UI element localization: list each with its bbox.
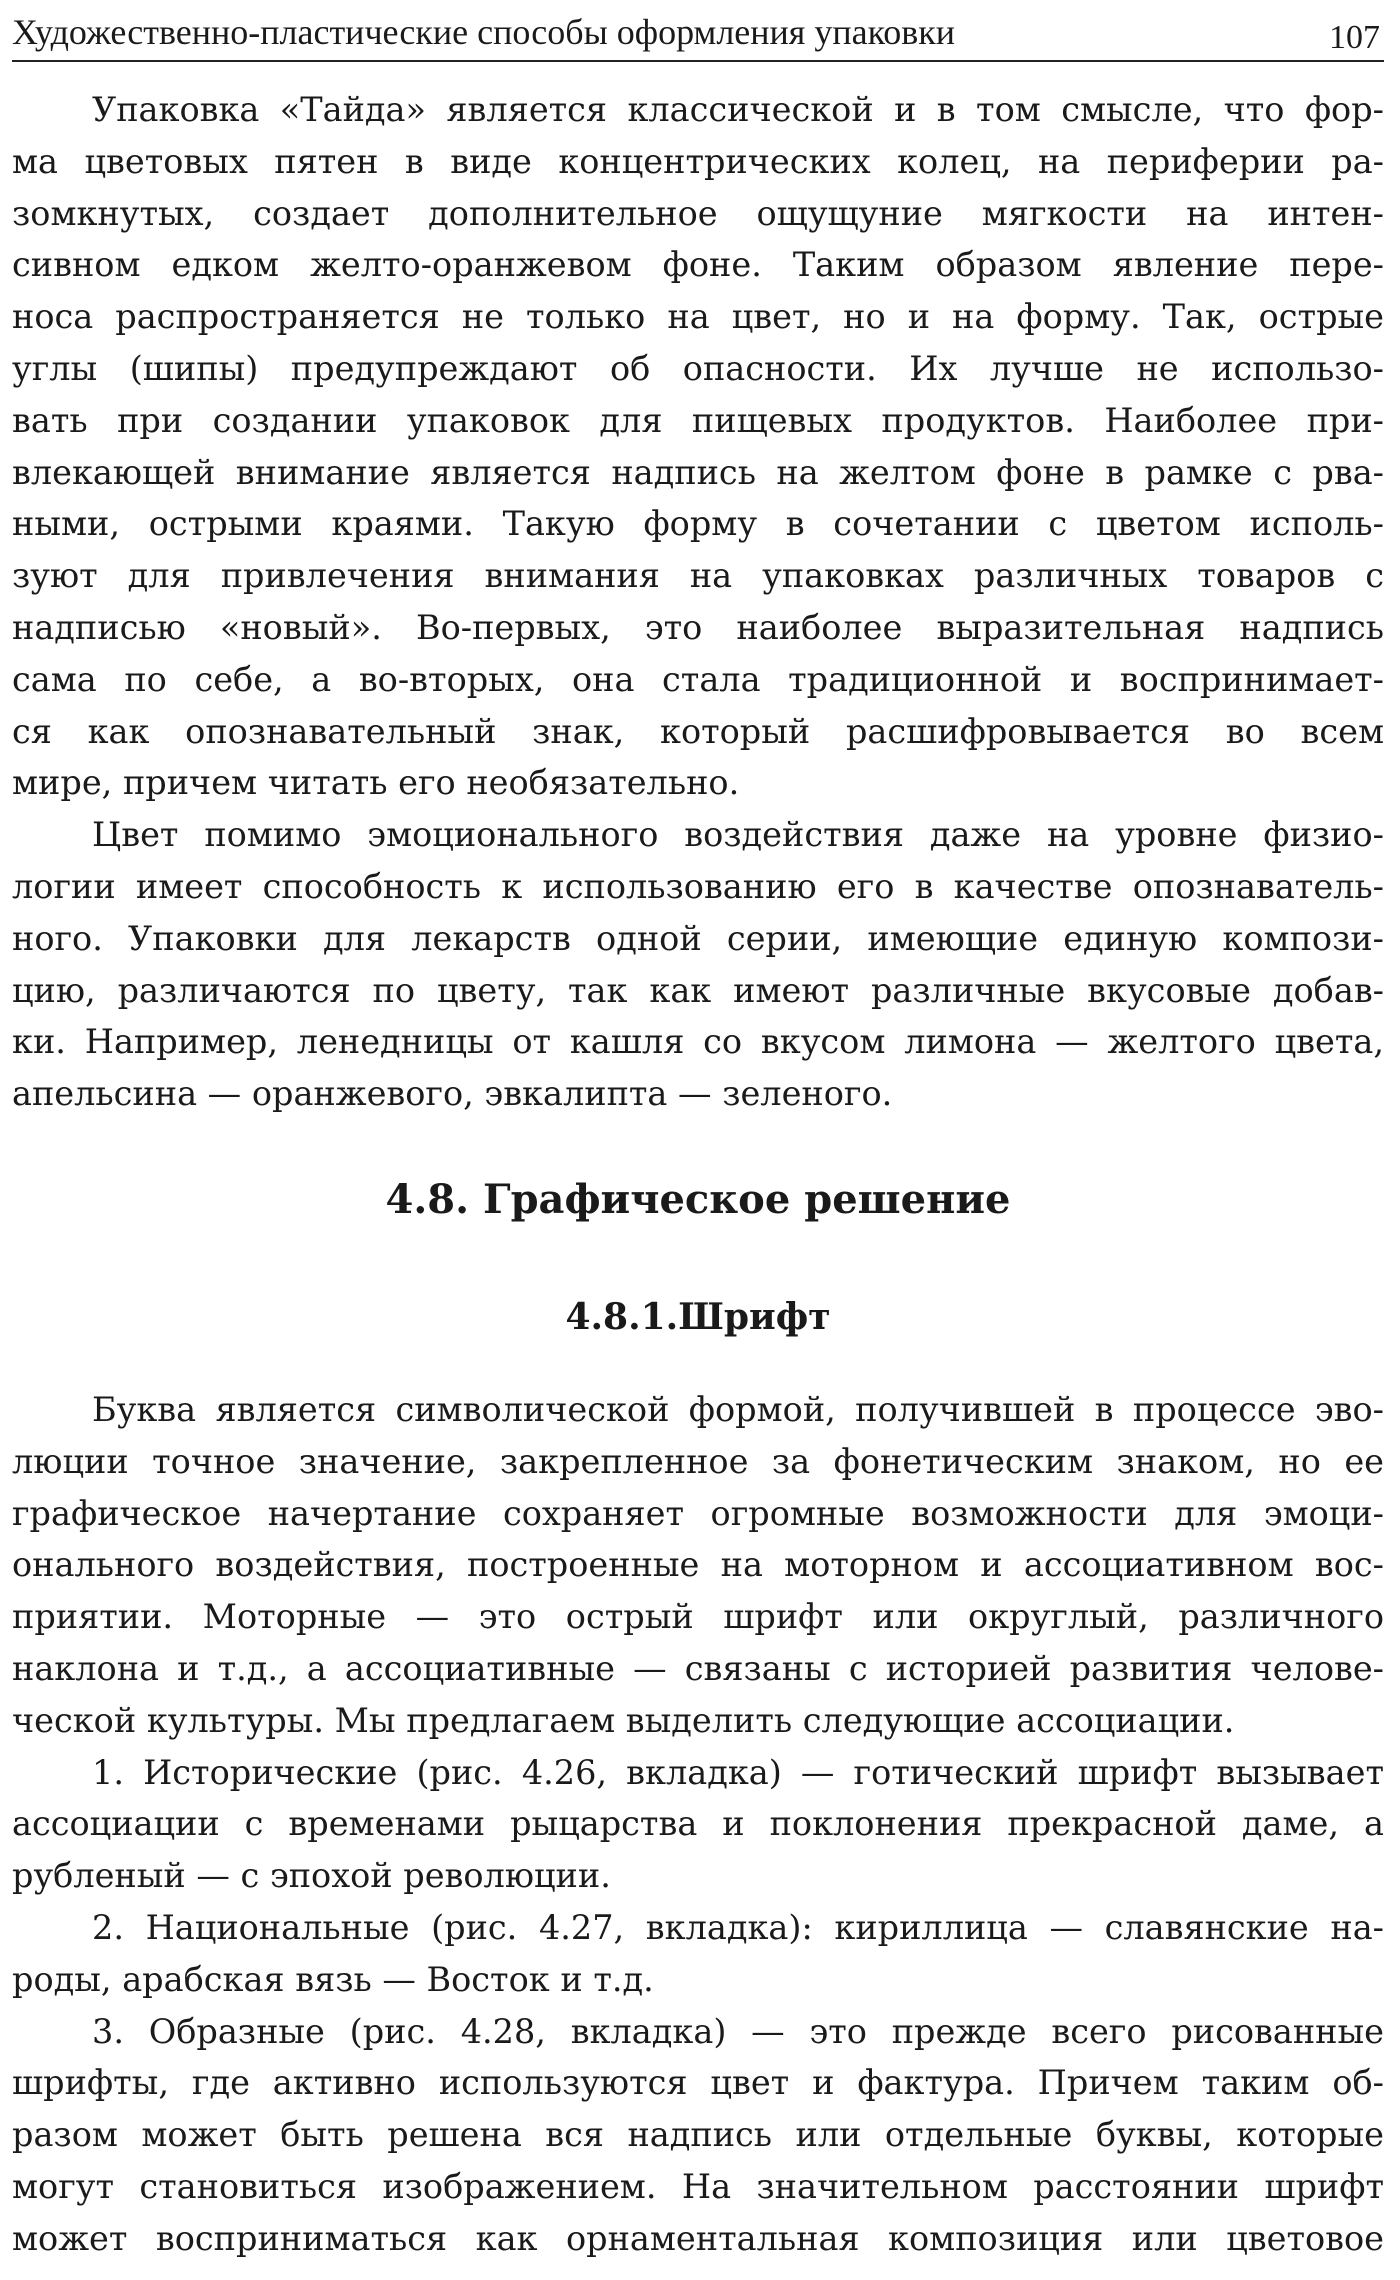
running-header bbox=[12, 10, 1384, 62]
text-line: цию, различаются по цвету, так как имеют различные вкусовые добав- bbox=[12, 970, 1384, 1010]
text-line: мире, причем читать его необязательно. bbox=[12, 763, 740, 803]
text-line: апельсина — оранжевого, эвкалипта — зеленого. bbox=[12, 1074, 893, 1114]
section-heading: 4.8. Графическое решение bbox=[385, 1176, 1011, 1223]
text-block-packaging-color bbox=[12, 84, 1384, 1120]
text-line: 3. Образные (рис. 4.28, вкладка) — это прежде всего рисованные bbox=[92, 2011, 1384, 2051]
text-line: наклона и т.д., а ассоциативные — связаны с историей развития челове- bbox=[12, 1648, 1384, 1688]
text-line: могут становиться изображением. На значительном расстоянии шрифт bbox=[12, 2166, 1384, 2206]
text-line: ки. Например, ленедницы от кашля со вкусом лимона — желтого цвета, bbox=[12, 1022, 1384, 1062]
text-line: ассоциации с временами рыцарства и поклонения прекрасной даме, а bbox=[12, 1804, 1384, 1844]
text-line: зомкнутых, создает дополнительное ощущуние мягкости на интен- bbox=[12, 193, 1384, 233]
text-line: зуют для привлечения внимания на упаковках различных товаров с bbox=[12, 556, 1384, 596]
text-line: графическое начертание сохраняет огромные возможности для эмоци- bbox=[12, 1493, 1384, 1533]
text-block-typeface bbox=[12, 1384, 1384, 2265]
text-line: приятии. Моторные — это острый шрифт или округлый, различного bbox=[12, 1597, 1384, 1637]
text-line: 2. Национальные (рис. 4.27, вкладка): кириллица — славянские на- bbox=[92, 1907, 1384, 1947]
book-page bbox=[12, 0, 1384, 2280]
text-line: Цвет помимо эмоционального воздействия даже на уровне физио- bbox=[92, 815, 1384, 855]
text-line: ческой культуры. Мы предлагаем выделить следующие ассоциации. bbox=[12, 1700, 1235, 1740]
text-line: Упаковка «Тайда» является классической и в том смысле, что фор- bbox=[92, 90, 1384, 129]
text-line: ного. Упаковки для лекарств одной серии, имеющие единую компози- bbox=[12, 918, 1384, 958]
text-line: сивном едком желто-оранжевом фоне. Таким образом явление пере- bbox=[12, 245, 1384, 285]
text-line: ся как опознавательный знак, который расшифровывается во всем bbox=[12, 711, 1384, 751]
text-line: ными, острыми краями. Такую форму в сочетании с цветом исполь- bbox=[12, 504, 1384, 544]
text-line: может восприниматься как орнаментальная композиция или цветовое bbox=[12, 2218, 1384, 2258]
text-line: люции точное значение, закрепленное за фонетическим знаком, но ее bbox=[12, 1441, 1384, 1481]
text-line: сама по себе, а во-вторых, она стала традиционной и воспринимает- bbox=[12, 659, 1384, 699]
text-line: углы (шипы) предупреждают об опасности. Их лучше не использо- bbox=[12, 348, 1384, 388]
text-line: Буква является символической формой, получившей в процессе эво- bbox=[92, 1390, 1384, 1429]
text-line: роды, арабская вязь — Восток и т.д. bbox=[12, 1959, 654, 1999]
text-line: ма цветовых пятен в виде концентрических колец, на периферии ра- bbox=[12, 141, 1384, 181]
text-line: надписью «новый». Во-первых, это наиболее выразительная надпись bbox=[12, 607, 1384, 647]
text-line: 1. Исторические (рис. 4.26, вкладка) — готический шрифт вызывает bbox=[92, 1752, 1384, 1792]
text-line: вать при создании упаковок для пищевых продуктов. Наиболее при- bbox=[12, 400, 1384, 440]
text-line: онального воздействия, построенные на моторном и ассоциативном вос- bbox=[12, 1545, 1384, 1585]
text-line: рубленый — с эпохой революции. bbox=[12, 1856, 611, 1896]
text-line: разом может быть решена вся надпись или отдельные буквы, которые bbox=[12, 2115, 1384, 2155]
text-line: шрифты, где активно используются цвет и фактура. Причем таким об- bbox=[12, 2063, 1384, 2103]
subsection-heading: 4.8.1.Шрифт bbox=[565, 1296, 831, 1338]
text-line: носа распространяется не только на цвет, но и на форму. Так, острые bbox=[12, 297, 1384, 337]
text-line: влекающей внимание является надпись на желтом фоне в рамке с рва- bbox=[12, 452, 1384, 492]
page-number: 107 bbox=[1329, 19, 1380, 56]
text-line: логии имеет способность к использованию его в качестве опознаватель- bbox=[12, 866, 1384, 906]
running-title: Художественно-пластические способы оформления упаковки bbox=[12, 12, 956, 52]
